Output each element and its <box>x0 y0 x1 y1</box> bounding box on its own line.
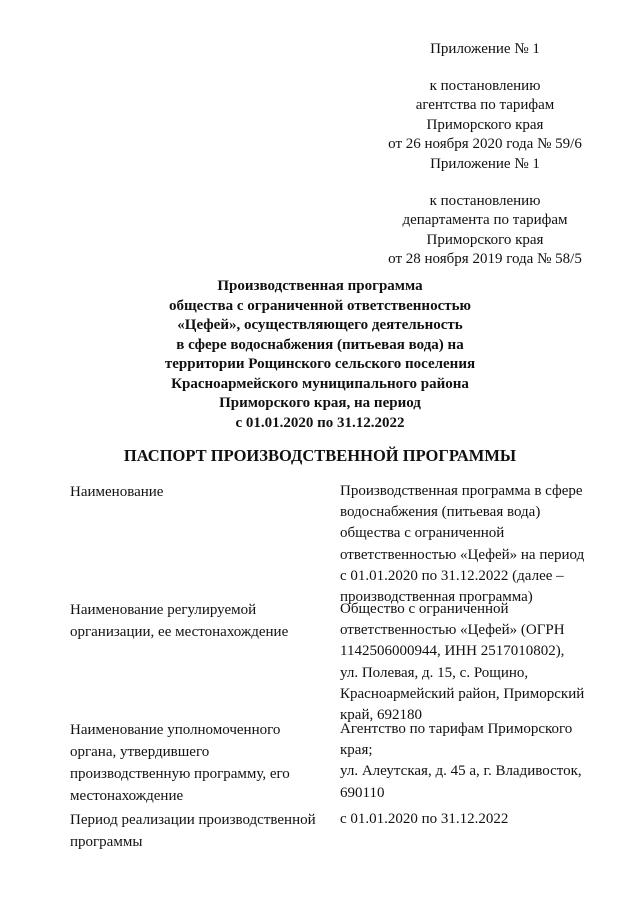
label-line: органа, утвердившего <box>70 744 210 760</box>
title-line: «Цефей», осуществляющего деятельность <box>177 317 463 333</box>
title-line: территории Рощинского сельского поселения <box>164 356 476 372</box>
value-line: Производственная программа в сфере <box>340 483 583 499</box>
value-line: Общество с ограниченной <box>340 601 509 617</box>
appendix-line: к постановлению <box>429 192 541 209</box>
value-line: ответственностью «Цефей» (ОГРН <box>340 622 565 639</box>
title-line: общества с ограниченной ответственностью <box>169 297 471 314</box>
document-title <box>130 277 510 433</box>
label-line: Наименование <box>70 484 164 500</box>
passport-table <box>70 481 590 853</box>
appendix-line: от 28 ноября 2019 года № 58/5 <box>388 251 582 267</box>
appendix-line: департамента по тарифам <box>402 212 568 228</box>
title-line: Приморского края, на период <box>219 395 421 411</box>
value-line: 1142506000944, ИНН 2517010802), <box>340 643 565 660</box>
passport-row-label <box>70 599 320 643</box>
appendix-line: Приморского края <box>426 231 544 248</box>
passport-row-label <box>70 809 320 853</box>
value-line: ул. Полевая, д. 15, с. Рощино, <box>340 664 529 681</box>
value-line: ул. Алеутская, д. 45 а, г. Владивосток, <box>340 763 582 780</box>
appendix-line: к постановлению <box>429 77 541 94</box>
appendix-heading: Приложение № 1 <box>430 41 540 57</box>
appendix-line: от 26 ноября 2020 года № 59/6 <box>388 136 582 152</box>
passport-row-value <box>340 599 590 726</box>
title-line: Красноармейского муниципального района <box>171 375 469 392</box>
title-line: в сфере водоснабжения (питьевая вода) на <box>176 336 464 353</box>
value-line: с 01.01.2020 по 31.12.2022 (далее – <box>340 567 564 584</box>
passport-row-value <box>340 719 590 804</box>
passport-row-label <box>70 719 320 807</box>
label-line: организации, ее местонахождение <box>70 624 289 640</box>
appendix-block-agency <box>380 40 590 155</box>
passport-row-authority <box>70 719 590 809</box>
label-line: производственную программу, его <box>70 766 290 782</box>
value-line: водоснабжения (питьевая вода) <box>340 504 541 521</box>
label-line: программы <box>70 834 143 850</box>
passport-row-value <box>340 481 590 608</box>
label-line: Период реализации производственной <box>70 812 316 828</box>
value-line: ответственностью «Цефей» на период <box>340 546 585 563</box>
passport-row-value <box>340 809 590 830</box>
passport-row-period <box>70 809 590 853</box>
appendix-block-department <box>380 155 590 270</box>
appendix-line: Приморского края <box>426 116 544 133</box>
value-line: край, 692180 <box>340 707 422 724</box>
appendix-line: агентства по тарифам <box>415 97 555 113</box>
value-line: с 01.01.2020 по 31.12.2022 <box>340 811 509 827</box>
title-line: с 01.01.2020 по 31.12.2022 <box>235 414 405 431</box>
passport-row-name <box>70 481 590 606</box>
passport-heading: ПАСПОРТ ПРОИЗВОДСТВЕННОЙ ПРОГРАММЫ <box>123 446 517 465</box>
value-line: Агентство по тарифам Приморского <box>340 721 573 737</box>
title-line: Производственная программа <box>217 278 423 294</box>
appendix-heading: Приложение № 1 <box>430 156 540 172</box>
value-line: 690110 <box>340 784 385 801</box>
label-line: Наименование регулируемой <box>70 602 257 618</box>
value-line: общества с ограниченной <box>340 525 505 542</box>
passport-row-organization <box>70 599 590 724</box>
label-line: местонахождение <box>70 788 184 804</box>
value-line: края; <box>340 742 373 759</box>
label-line: Наименование уполномоченного <box>70 722 281 738</box>
value-line: производственная программа) <box>340 589 533 606</box>
passport-row-label <box>70 481 320 503</box>
value-line: Красноармейский район, Приморский <box>340 685 585 702</box>
